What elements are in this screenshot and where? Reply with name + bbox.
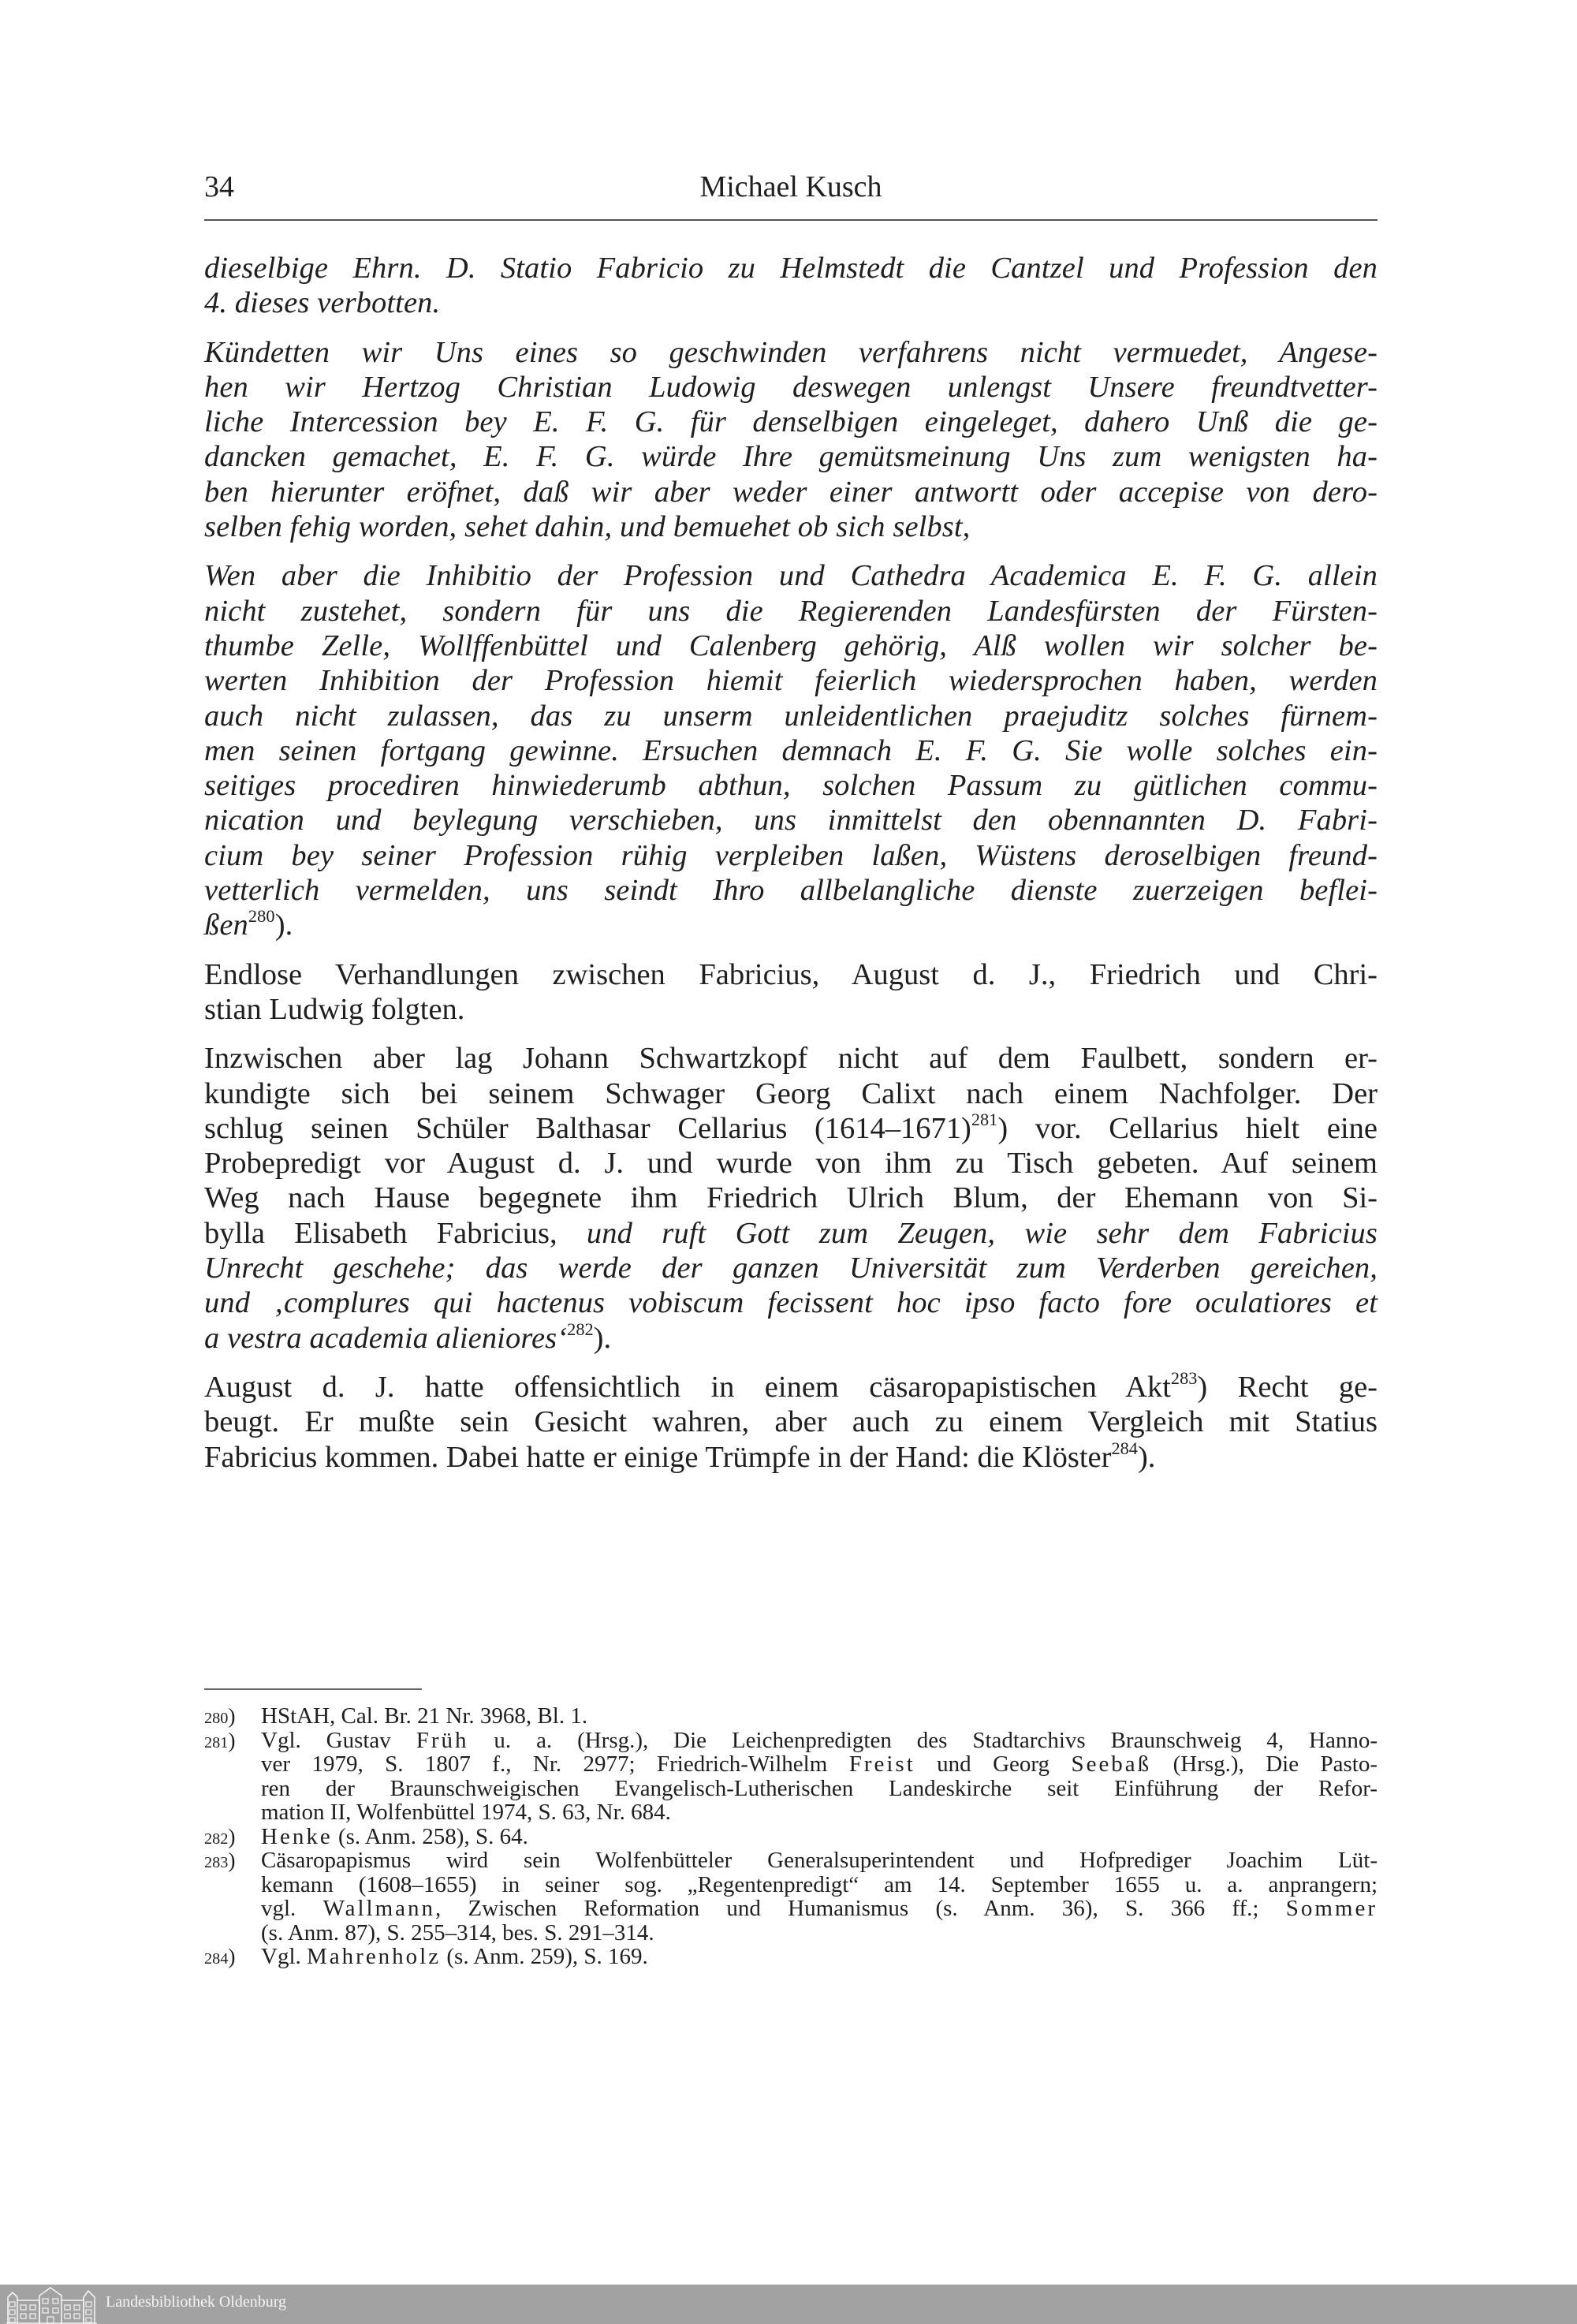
footnote-280 xyxy=(204,1704,1378,1729)
library-footer-bar xyxy=(0,2285,1577,2324)
library-name: Landesbibliothek Oldenburg xyxy=(106,2293,287,2311)
text-line xyxy=(204,908,1378,942)
author-name: Mahrenholz xyxy=(307,1944,442,1969)
footnote-ref-282[interactable]: 282 xyxy=(567,1319,594,1339)
running-head xyxy=(204,167,1378,207)
footnote-number: 282) xyxy=(204,1824,236,1848)
footnote-number: 283) xyxy=(204,1848,236,1872)
text-line: werten Inhibition der Profession hiemit feierlich wiedersprochen haben, werden xyxy=(204,664,1378,698)
footnote-282 xyxy=(204,1825,1378,1849)
text-line: Inzwischen aber lag Johann Schwartzkopf nicht auf dem Faulbett, sondern er- xyxy=(204,1042,1378,1076)
footnote-line: Henke (s. Anm. 258), S. 64. xyxy=(261,1823,528,1849)
text-line: Endlose Verhandlungen zwischen Fabricius, August d. J., Friedrich und Chri- xyxy=(204,957,1378,991)
page-number: 34 xyxy=(204,170,234,203)
footnote-line: Cäsaropapismus wird sein Wolfenbütteler Generalsuperintendent und Hofprediger Joachim Lüt- xyxy=(261,1848,1378,1873)
text-fragment: ). xyxy=(1137,1440,1156,1474)
footnote-line: Vgl. Gustav Früh u. a. (Hrsg.), Die Leichenpredigten des Stadtarchivs Braunschweig 4, Hanno- xyxy=(261,1727,1378,1753)
text-line: selben fehig worden, sehet dahin, und bemuehet ob sich selbst, xyxy=(204,510,971,544)
footnote-line: kemann (1608–1655) in seiner sog. „Regentenpredigt“ am 14. September 1655 u. a. anprangern; xyxy=(261,1871,1378,1897)
text-line: dieselbige Ehrn. D. Statio Fabricio zu Helmstedt die Cantzel und Profession den xyxy=(204,252,1378,285)
footnote-number: 280) xyxy=(204,1704,236,1728)
author-name: Sommer xyxy=(1285,1896,1378,1921)
text-line: Weg nach Hause begegnete ihm Friedrich Ulrich Blum, der Ehemann von Si- xyxy=(204,1181,1378,1215)
text-line: liche Intercession bey E. F. G. für denselbigen eingeleget, dahero Unß die ge- xyxy=(204,405,1378,439)
author-name: Wallmann xyxy=(322,1896,436,1921)
footnote-ref-283[interactable]: 283 xyxy=(1170,1367,1198,1388)
text-line: Probepredigt vor August d. J. und wurde von ihm zu Tisch gebeten. Auf seinem xyxy=(204,1147,1378,1181)
footnote-number: 281) xyxy=(204,1728,236,1752)
text-line xyxy=(204,1440,1378,1475)
text-line: auch nicht zulassen, das zu unserm unleidentlichen praejuditz solches fürnem- xyxy=(204,699,1378,733)
text-fragment: ). xyxy=(274,908,293,942)
quote-paragraph-1 xyxy=(204,251,1378,321)
text-line: seitiges procediren hinwiederumb abthun, solchen Passum zu gütlichen commu- xyxy=(204,769,1378,803)
footnote-line: HStAH, Cal. Br. 21 Nr. 3968, Bl. 1. xyxy=(261,1703,588,1729)
main-text xyxy=(204,251,1378,1489)
author-name: Henke xyxy=(261,1823,333,1849)
quote-paragraph-3 xyxy=(204,558,1378,942)
footnote-line: mation II, Wolfenbüttel 1974, S. 63, Nr. 684. xyxy=(261,1800,671,1825)
text-line: kundigte sich bei seinem Schwager Georg Calixt nach einem Nachfolger. Der xyxy=(204,1076,1378,1110)
text-fragment: ) Recht ge- xyxy=(1197,1370,1378,1404)
footnote-281 xyxy=(204,1729,1378,1825)
footnote-284 xyxy=(204,1945,1378,1969)
italic-quote-fragment: a vestra academia alieniores‘ xyxy=(204,1321,568,1355)
text-line: Unrecht geschehe; das werde der ganzen Universität zum Verderben gereichen, xyxy=(204,1252,1378,1285)
author-name: Früh xyxy=(416,1727,469,1753)
footnote-283 xyxy=(204,1848,1378,1945)
text-line xyxy=(204,1216,1378,1251)
text-fragment: ). xyxy=(593,1321,612,1355)
text-line xyxy=(204,1367,1378,1404)
text-fragment: ßen xyxy=(204,908,248,942)
text-line: vetterlich vermelden, uns seindt Ihro allbelangliche dienste zuerzeigen beflei- xyxy=(204,874,1378,908)
author-name: Seebaß xyxy=(1071,1751,1152,1777)
text-line: dancken gemachet, E. F. G. würde Ihre gemütsmeinung Uns zum wenigsten ha- xyxy=(204,440,1378,474)
running-head-author: Michael Kusch xyxy=(699,170,882,203)
text-line: stian Ludwig folgten. xyxy=(204,992,465,1026)
text-line: cium bey seiner Profession rühig verpleiben laßen, Wüstens deroselbigen freund- xyxy=(204,838,1378,872)
footnote-separator xyxy=(204,1688,422,1690)
footnote-line: (s. Anm. 87), S. 255–314, bes. S. 291–314. xyxy=(261,1919,654,1945)
footnote-ref-280[interactable]: 280 xyxy=(248,906,275,927)
text-line: nication und beylegung verschieben, uns inmittelst den obennannten D. Fabri- xyxy=(204,804,1378,837)
text-fragment: ) vor. Cellarius hielt eine xyxy=(997,1111,1378,1145)
text-line: nicht zustehet, sondern für uns die Regierenden Landesfürsten der Fürsten- xyxy=(204,594,1378,628)
text-line: men seinen fortgang gewinne. Ersuchen demnach E. F. G. Sie wolle solches ein- xyxy=(204,733,1378,767)
text-line: 4. dieses verbotten. xyxy=(204,286,441,320)
text-line: Wen aber die Inhibitio der Profession und Cathedra Academica E. F. G. allein xyxy=(204,559,1378,593)
text-line: Kündetten wir Uns eines so geschwinden verfahrens nicht vermuedet, Angese- xyxy=(204,335,1378,369)
footnote-line: Vgl. Mahrenholz (s. Anm. 259), S. 169. xyxy=(261,1944,648,1969)
text-line: hen wir Hertzog Christian Ludowig deswegen unlengst Unsere freundtvetter- xyxy=(204,370,1378,404)
footnote-ref-281[interactable]: 281 xyxy=(971,1109,998,1129)
footnote-line: vgl. Wallmann, Zwischen Reformation und Humanismus (s. Anm. 36), S. 366 ff.; Sommer xyxy=(261,1896,1378,1921)
header-rule xyxy=(204,219,1378,221)
footnote-number: 284) xyxy=(204,1945,236,1968)
text-fragment: bylla Elisabeth Fabricius, xyxy=(204,1216,587,1250)
text-line xyxy=(204,1111,1378,1146)
text-line: beugt. Er mußte sein Gesicht wahren, aber auch zu einem Vergleich mit Statius xyxy=(204,1405,1378,1439)
footnotes xyxy=(204,1704,1378,1969)
text-fragment: schlug seinen Schüler Balthasar Cellarius (1614–1671) xyxy=(204,1111,971,1145)
library-building-icon xyxy=(6,2286,97,2324)
paragraph-6 xyxy=(204,1367,1378,1475)
text-fragment: August d. J. hatte offensichtlich in einem cäsaropapistischen Akt xyxy=(204,1370,1171,1404)
text-line: thumbe Zelle, Wollffenbüttel und Calenberg gehörig, Alß wollen wir solcher be- xyxy=(204,629,1378,662)
author-name: Freist xyxy=(848,1751,915,1777)
footnote-line: ver 1979, S. 1807 f., Nr. 2977; Friedrich-Wilhelm Freist und Georg Seebaß (Hrsg.), Die Pasto- xyxy=(261,1751,1378,1777)
footnote-ref-284[interactable]: 284 xyxy=(1111,1438,1138,1458)
text-line xyxy=(204,1321,1378,1356)
footnote-line: ren der Braunschweigischen Evangelisch-Lutherischen Landeskirche seit Einführung der Refor- xyxy=(261,1775,1378,1801)
quote-paragraph-2 xyxy=(204,335,1378,545)
paragraph-4 xyxy=(204,957,1378,1028)
italic-quote-fragment: und ruft Gott zum Zeugen, wie sehr dem Fabricius xyxy=(586,1216,1378,1250)
paragraph-5 xyxy=(204,1041,1378,1356)
text-fragment: Fabricius kommen. Dabei hatte er einige Trümpfe in der Hand: die Klöster xyxy=(204,1440,1112,1474)
text-line: und ‚complures qui hactenus vobiscum fecissent hoc ipso facto fore oculatiores et xyxy=(204,1286,1378,1320)
text-line: ben hierunter eröfnet, daß wir aber weder einer antwortt oder accepise von dero- xyxy=(204,475,1378,509)
